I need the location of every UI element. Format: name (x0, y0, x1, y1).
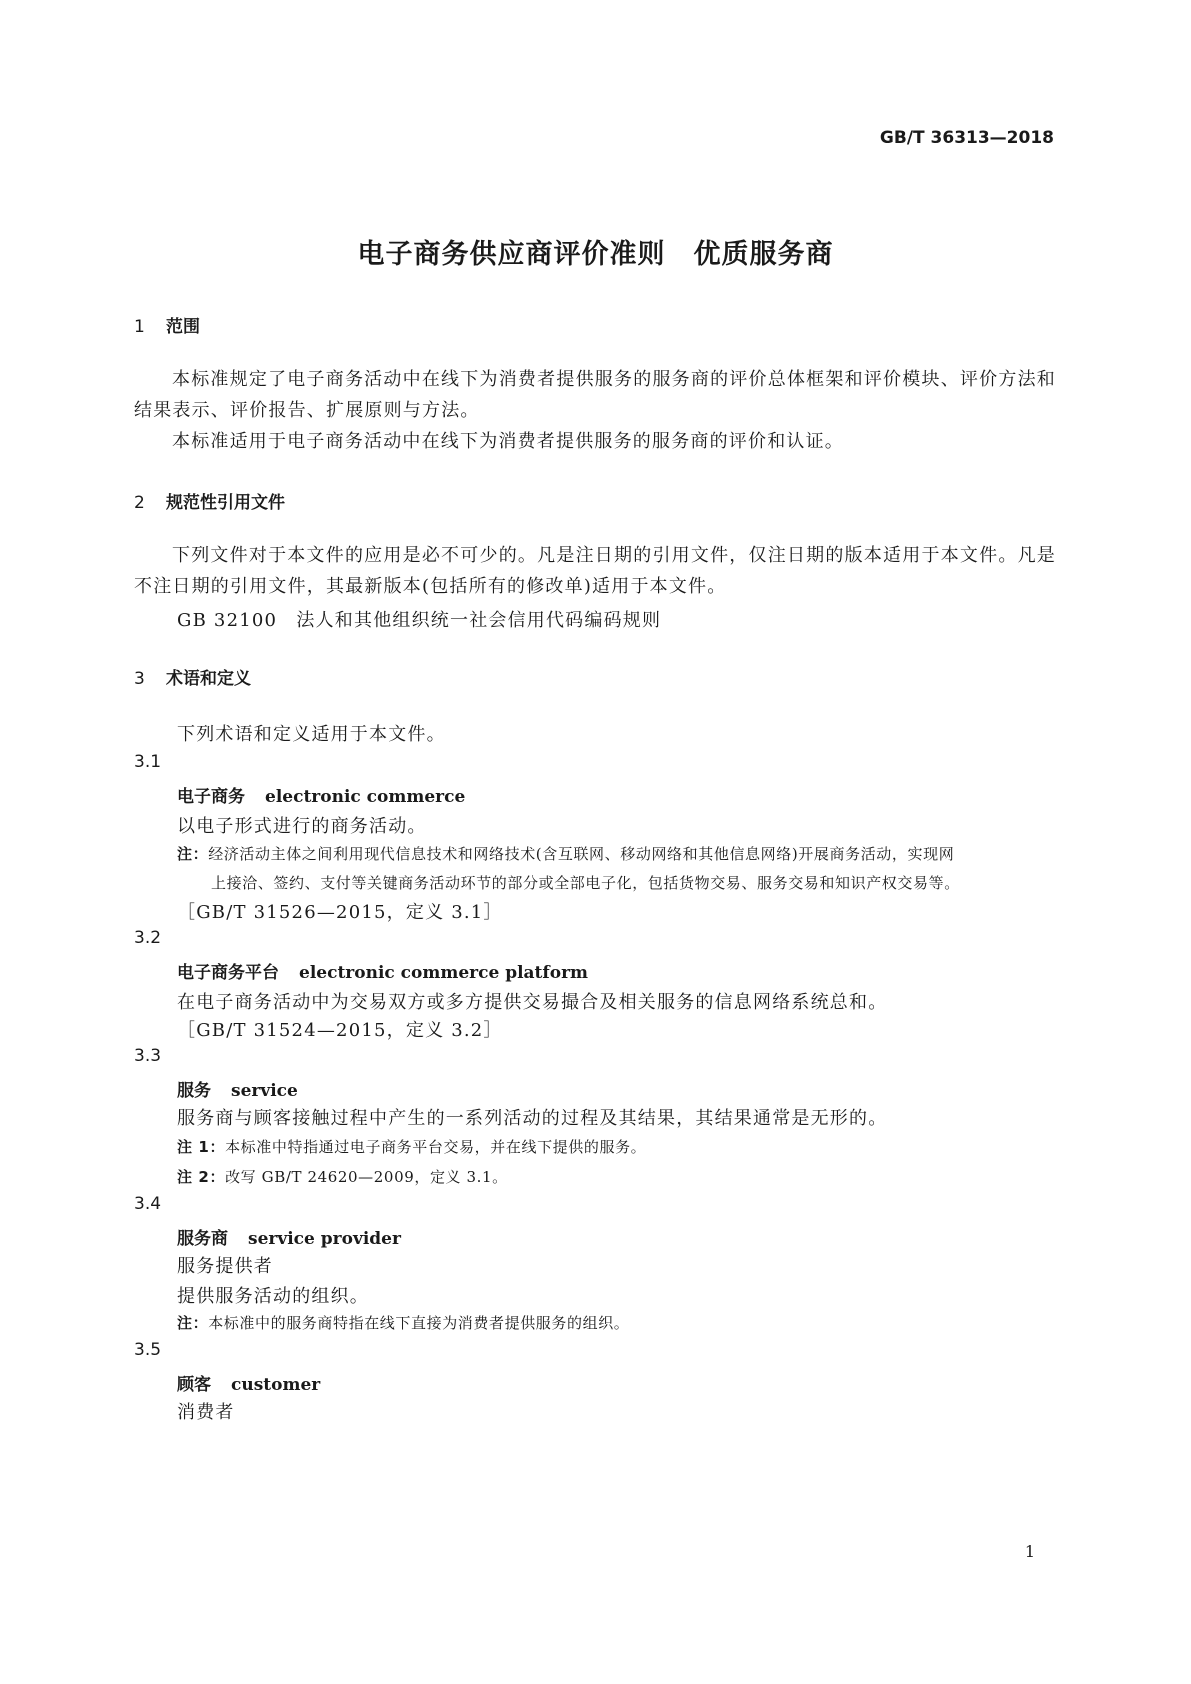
note-label: 注： (177, 845, 209, 863)
note-text-line-2: 上接洽、签约、支付等关键商务活动环节的部分或全部电子化，包括货物交易、服务交易和知识产权交易等。 (211, 874, 960, 892)
term-heading (177, 782, 465, 807)
term-definition: 提供服务活动的组织。 (177, 1286, 369, 1307)
term-definition: 以电子形式进行的商务活动。 (177, 816, 427, 837)
term-english: electronic commerce platform (299, 963, 589, 983)
section-number: 3 (134, 669, 145, 689)
document-code: GB/T 36313—2018 (879, 128, 1054, 148)
note-text: 本标准中的服务商特指在线下直接为消费者提供服务的组织。 (208, 1314, 630, 1332)
section-title: 范围 (166, 317, 200, 337)
term-number: 3.5 (134, 1340, 162, 1360)
term-number: 3.2 (134, 928, 162, 948)
document-title: 电子商务供应商评价准则 优质服务商 (357, 239, 834, 270)
term-number: 3.1 (134, 752, 162, 772)
term-synonym: 消费者 (177, 1402, 235, 1423)
term-chinese: 服务 (177, 1081, 211, 1101)
term-note (177, 1312, 629, 1333)
section-1-paragraph-2: 本标准适用于电子商务活动中在线下为消费者提供服务的服务商的评价和认证。 (172, 431, 844, 452)
term-synonym: 服务提供者 (177, 1256, 273, 1277)
section-3-heading (134, 664, 251, 689)
term-definition: 在电子商务活动中为交易双方或多方提供交易撮合及相关服务的信息网络系统总和。 (177, 992, 888, 1013)
section-1-heading (134, 312, 200, 337)
note-text: 改写 GB/T 24620—2009，定义 3.1。 (225, 1168, 508, 1186)
term-note-1 (177, 1136, 646, 1157)
term-definition: 服务商与顾客接触过程中产生的一系列活动的过程及其结果，其结果通常是无形的。 (177, 1108, 888, 1129)
note-text-line-1: 经济活动主体之间利用现代信息技术和网络技术(含互联网、移动网络和其他信息网络)开展商务活动，实现网 (208, 845, 955, 863)
note-text: 本标准中特指通过电子商务平台交易，并在线下提供的服务。 (225, 1138, 647, 1156)
term-note-2 (177, 1166, 508, 1187)
term-chinese: 电子商务 (177, 787, 245, 807)
term-source: ［GB/T 31524—2015，定义 3.2］ (177, 1020, 503, 1041)
section-number: 1 (134, 317, 145, 337)
term-note (177, 840, 1057, 898)
term-number: 3.3 (134, 1046, 162, 1066)
page-number: 1 (1024, 1542, 1035, 1561)
term-english: electronic commerce (265, 787, 466, 807)
term-heading (177, 958, 588, 983)
section-title: 规范性引用文件 (166, 493, 285, 513)
term-heading (177, 1370, 320, 1395)
section-title: 术语和定义 (166, 669, 251, 689)
term-english: service (231, 1081, 298, 1101)
term-heading (177, 1224, 401, 1249)
section-1-paragraph-1: 本标准规定了电子商务活动中在线下为消费者提供服务的服务商的评价总体框架和评价模块、评价方法和结果表示、评价报告、扩展原则与方法。 (134, 369, 1056, 421)
term-number: 3.4 (134, 1194, 162, 1214)
note-label: 注 2： (177, 1168, 226, 1186)
normative-reference: GB 32100 法人和其他组织统一社会信用代码编码规则 (177, 610, 662, 631)
section-3-intro: 下列术语和定义适用于本文件。 (177, 724, 446, 745)
section-2-heading (134, 488, 285, 513)
note-label: 注 1： (177, 1138, 226, 1156)
term-chinese: 顾客 (177, 1375, 211, 1395)
term-chinese: 电子商务平台 (177, 963, 279, 983)
term-source: ［GB/T 31526—2015，定义 3.1］ (177, 902, 503, 923)
section-2-paragraph: 下列文件对于本文件的应用是必不可少的。凡是注日期的引用文件，仅注日期的版本适用于本文件。凡是不注日期的引用文件，其最新版本(包括所有的修改单)适用于本文件。 (134, 545, 1056, 597)
term-english: service provider (248, 1229, 401, 1249)
term-chinese: 服务商 (177, 1229, 228, 1249)
note-label: 注： (177, 1314, 209, 1332)
section-number: 2 (134, 493, 145, 513)
term-heading (177, 1076, 298, 1101)
term-english: customer (231, 1375, 321, 1395)
